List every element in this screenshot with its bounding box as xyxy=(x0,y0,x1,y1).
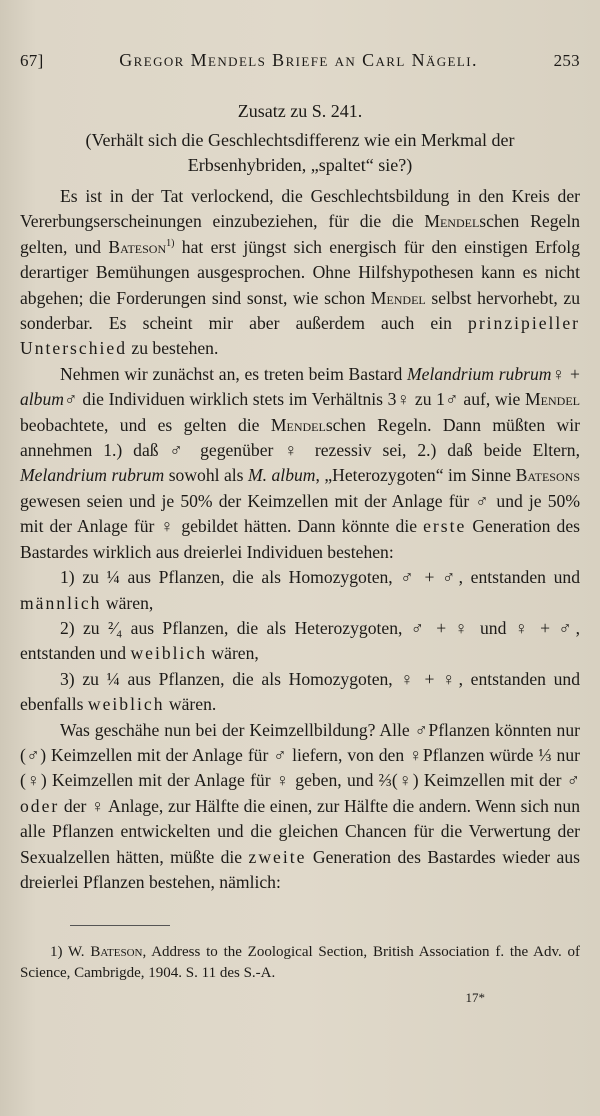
list-item: 3) zu ¼ aus Pflanzen, die als Homozygoten, ♀ + ♀, entstanden und ebenfalls weiblich wären. xyxy=(20,668,580,715)
footnote-divider xyxy=(70,925,170,926)
paragraph-2: Nehmen wir zunächst an, es treten beim Bastard Melandrium rubrum♀ + album♂ die Individuen wirklich stets im Verhältnis 3♀ zu 1♂ auf, wie Mendel beobachtete, und es gelten die Mendelschen Regeln. Dann müßten wir annehmen 1.) daß ♂ gegenüber ♀ rezessiv sei, 2.) daß beide Eltern, Melandrium rubrum sowohl als M. album, „Heterozygoten“ im Sinne Batesons gewesen seien und je 50% der Keimzellen mit der Anlage für ♂ und je 50% mit der Anlage für ♀ gebildet hätten. Dann könnte die erste Generation des Bastardes wirklich aus dreierlei Individuen bestehen: xyxy=(20,363,580,562)
footnote: 1) W. Bateson, Address to the Zoological Section, British Association f. the Adv. of Science, Cambrigde, 1904. S. 11 des S.-A. xyxy=(20,944,580,982)
section-subtitle: (Verhält sich die Geschlechtsdifferenz wie ein Merkmal der Erbsenhybriden, „spaltet“ sie?) xyxy=(85,130,515,175)
footnote-ref: 1) xyxy=(166,237,175,249)
paragraph-1: Es ist in der Tat verlockend, die Geschlechtsbildung in den Kreis der Vererbungserscheinungen einzubeziehen, für die die Mendelschen Regeln gelten, und Bateson$^{1)}$ hat erst jüngst sich energisch für den einstigen Erfolg derartiger Bemühungen ausgesprochen. Ohne Hilfshypothesen kann es nicht abgehen; die Forderungen sind sonst, wie schon Mendel selbst hervorhebt, zu sonderbar. Es scheint mir aber außerdem auch ein prinzipieller Unterschied zu bestehen. xyxy=(20,186,581,359)
running-header xyxy=(20,50,580,71)
header-left: 67] xyxy=(20,51,44,70)
paragraph-3: Was geschähe nun bei der Keimzellbildung? Alle ♂Pflanzen könnten nur (♂) Keimzellen mit der Anlage für ♂ liefern, von den ♀Pflanzen würde ⅓ nur (♀) Keimzellen mit der Anlage für ♀ geben, und ⅔(♀) Keimzellen mit der ♂ oder der ♀ Anlage, zur Hälfte die einen, zur Hälfte die andern. Wenn sich nun alle Pflanzen entwickelten und die gleichen Chancen für die Verwertung der Sexualzellen hätten, müßte die zweite Generation des Bastardes wieder aus dreierlei Pflanzen bestehen, nämlich: xyxy=(20,719,580,892)
header-title: Gregor Mendels Briefe an Carl Nägeli. xyxy=(119,50,478,70)
list-item: 2) zu ²⁄₄ aus Pflanzen, die als Heterozygoten, ♂ + ♀ und ♀ + ♂, entstanden und weiblich wären, xyxy=(20,617,580,664)
page-number: 253 xyxy=(553,51,580,70)
section-title: Zusatz zu S. 241. xyxy=(237,101,363,121)
list-item: 1) zu ¼ aus Pflanzen, die als Homozygoten, ♂ + ♂, entstanden und männlich wären, xyxy=(20,567,580,613)
signature-mark: 17* xyxy=(465,990,485,1006)
